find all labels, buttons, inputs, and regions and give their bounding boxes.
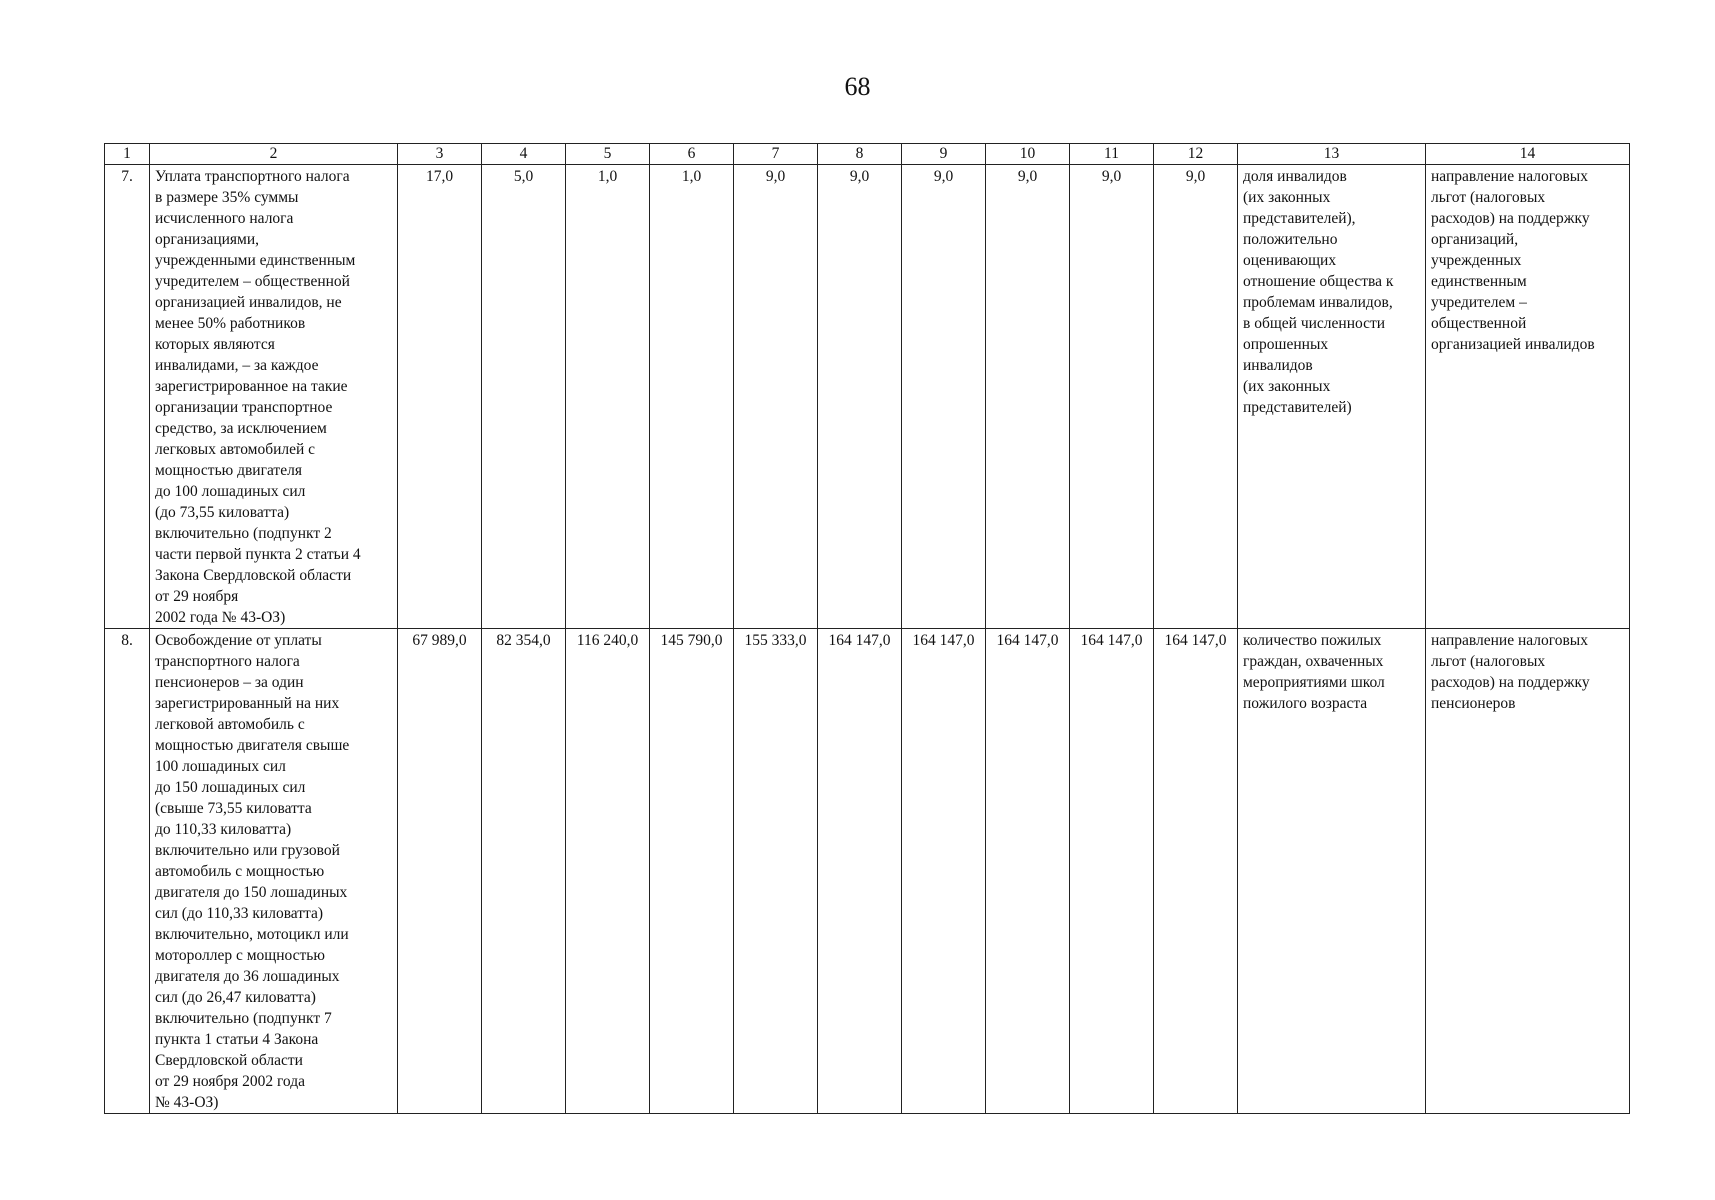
text-line: (свыше 73,55 киловатта	[155, 800, 312, 817]
value-cell: 9,0	[1070, 165, 1154, 629]
value-cell: 9,0	[902, 165, 986, 629]
text-line: № 43-ОЗ)	[155, 1094, 219, 1111]
text-line: (их законных	[1243, 189, 1331, 206]
text-line: мероприятиями школ	[1243, 674, 1385, 691]
text-line: мощностью двигателя свыше	[155, 737, 350, 754]
text-line: 2002 года № 43-ОЗ)	[155, 609, 286, 626]
text-line: (их законных	[1243, 378, 1331, 395]
text-line: направление налоговых	[1431, 632, 1588, 649]
text-line: оценивающих	[1243, 252, 1337, 269]
text-line: положительно	[1243, 231, 1338, 248]
text-line: организаций,	[1431, 231, 1519, 248]
value-cell: 1,0	[566, 165, 650, 629]
text-line: исчисленного налога	[155, 210, 294, 227]
value-cell: 1,0	[650, 165, 734, 629]
text-line: зарегистрированный на них	[155, 695, 340, 712]
text-line: общественной	[1431, 315, 1527, 332]
text-line: пенсионеров	[1431, 695, 1516, 712]
tax-benefits-table	[104, 143, 1630, 1114]
text-line: от 29 ноября 2002 года	[155, 1073, 306, 1090]
value-cell: 164 147,0	[1154, 629, 1238, 1114]
column-header: 12	[1154, 144, 1238, 165]
value-cell: 9,0	[734, 165, 818, 629]
value-cell: 164 147,0	[818, 629, 902, 1114]
text-line: двигателя до 36 лошадиных	[155, 968, 340, 985]
text-line: организацией инвалидов	[1431, 336, 1595, 353]
text-line: опрошенных	[1243, 336, 1329, 353]
text-line: организации транспортное	[155, 399, 333, 416]
text-line: которых являются	[155, 336, 275, 353]
text-line: включительно (подпункт 2	[155, 525, 332, 542]
benefit-description	[150, 629, 398, 1114]
value-cell: 17,0	[398, 165, 482, 629]
value-cell: 82 354,0	[482, 629, 566, 1114]
value-cell: 9,0	[1154, 165, 1238, 629]
text-line: пункта 1 статьи 4 Закона	[155, 1031, 319, 1048]
row-number: 7.	[105, 165, 150, 629]
text-line: учредителем –	[1431, 294, 1527, 311]
column-header: 13	[1238, 144, 1426, 165]
row-number: 8.	[105, 629, 150, 1114]
text-line: расходов) на поддержку	[1431, 210, 1590, 227]
text-line: пенсионеров – за один	[155, 674, 304, 691]
text-line: единственным	[1431, 273, 1527, 290]
text-line: граждан, охваченных	[1243, 653, 1384, 670]
value-cell: 164 147,0	[1070, 629, 1154, 1114]
text-line: организацией инвалидов, не	[155, 294, 342, 311]
column-header: 11	[1070, 144, 1154, 165]
text-line: учредителем – общественной	[155, 273, 350, 290]
text-line: части первой пункта 2 статьи 4	[155, 546, 361, 563]
text-line: автомобиль с мощностью	[155, 863, 325, 880]
column-header: 5	[566, 144, 650, 165]
value-cell: 5,0	[482, 165, 566, 629]
page-number: 68	[844, 72, 871, 101]
column-header: 14	[1426, 144, 1630, 165]
text-line: мощностью двигателя	[155, 462, 302, 479]
text-line: доля инвалидов	[1243, 168, 1347, 185]
text-line: количество пожилых	[1243, 632, 1382, 649]
text-line: сил (до 26,47 киловатта)	[155, 989, 316, 1006]
text-line: (до 73,55 киловатта)	[155, 504, 290, 521]
column-header: 9	[902, 144, 986, 165]
value-cell: 67 989,0	[398, 629, 482, 1114]
text-line: сил (до 110,33 киловатта)	[155, 905, 324, 922]
column-header: 4	[482, 144, 566, 165]
column-header: 2	[150, 144, 398, 165]
text-line: средство, за исключением	[155, 420, 327, 437]
text-line: легковых автомобилей с	[155, 441, 316, 458]
text-line: двигателя до 150 лошадиных	[155, 884, 348, 901]
value-cell: 9,0	[818, 165, 902, 629]
text-line: инвалидами, – за каждое	[155, 357, 319, 374]
text-line: зарегистрированное на такие	[155, 378, 348, 395]
value-cell: 116 240,0	[566, 629, 650, 1114]
text-line: до 100 лошадиных сил	[155, 483, 306, 500]
text-line: учрежденных	[1431, 252, 1522, 269]
benefit-description	[150, 165, 398, 629]
text-line: направление налоговых	[1431, 168, 1588, 185]
text-line: в размере 35% суммы	[155, 189, 299, 206]
text-line: льгот (налоговых	[1431, 653, 1546, 670]
text-line: проблемам инвалидов,	[1243, 294, 1393, 311]
column-header: 6	[650, 144, 734, 165]
direction-cell	[1426, 165, 1630, 629]
column-header: 8	[818, 144, 902, 165]
table-row	[105, 165, 1630, 629]
text-line: в общей численности	[1243, 315, 1386, 332]
text-line: Уплата транспортного налога	[155, 168, 350, 185]
value-cell: 145 790,0	[650, 629, 734, 1114]
text-line: пожилого возраста	[1243, 695, 1368, 712]
column-header: 7	[734, 144, 818, 165]
text-line: до 150 лошадиных сил	[155, 779, 306, 796]
text-line: Освобождение от уплаты	[155, 632, 322, 649]
column-header: 10	[986, 144, 1070, 165]
text-line: представителей)	[1243, 399, 1352, 416]
value-cell: 164 147,0	[902, 629, 986, 1114]
text-line: организациями,	[155, 231, 260, 248]
text-line: менее 50% работников	[155, 315, 306, 332]
value-cell: 164 147,0	[986, 629, 1070, 1114]
text-line: отношение общества к	[1243, 273, 1394, 290]
text-line: учрежденными единственным	[155, 252, 356, 269]
text-line: мотороллер с мощностью	[155, 947, 325, 964]
text-line: включительно или грузовой	[155, 842, 340, 859]
text-line: от 29 ноября	[155, 588, 239, 605]
text-line: включительно, мотоцикл или	[155, 926, 349, 943]
column-header: 1	[105, 144, 150, 165]
direction-cell	[1426, 629, 1630, 1114]
value-cell: 155 333,0	[734, 629, 818, 1114]
column-header: 3	[398, 144, 482, 165]
text-line: льгот (налоговых	[1431, 189, 1546, 206]
indicator-cell	[1238, 629, 1426, 1114]
text-line: транспортного налога	[155, 653, 300, 670]
indicator-cell	[1238, 165, 1426, 629]
text-line: до 110,33 киловатта)	[155, 821, 292, 838]
value-cell: 9,0	[986, 165, 1070, 629]
text-line: Свердловской области	[155, 1052, 303, 1069]
text-line: Закона Свердловской области	[155, 567, 352, 584]
text-line: 100 лошадиных сил	[155, 758, 286, 775]
column-numbers-row	[105, 144, 1630, 165]
text-line: расходов) на поддержку	[1431, 674, 1590, 691]
text-line: включительно (подпункт 7	[155, 1010, 332, 1027]
text-line: представителей),	[1243, 210, 1356, 227]
table-row	[105, 629, 1630, 1114]
text-line: инвалидов	[1243, 357, 1313, 374]
text-line: легковой автомобиль с	[155, 716, 305, 733]
